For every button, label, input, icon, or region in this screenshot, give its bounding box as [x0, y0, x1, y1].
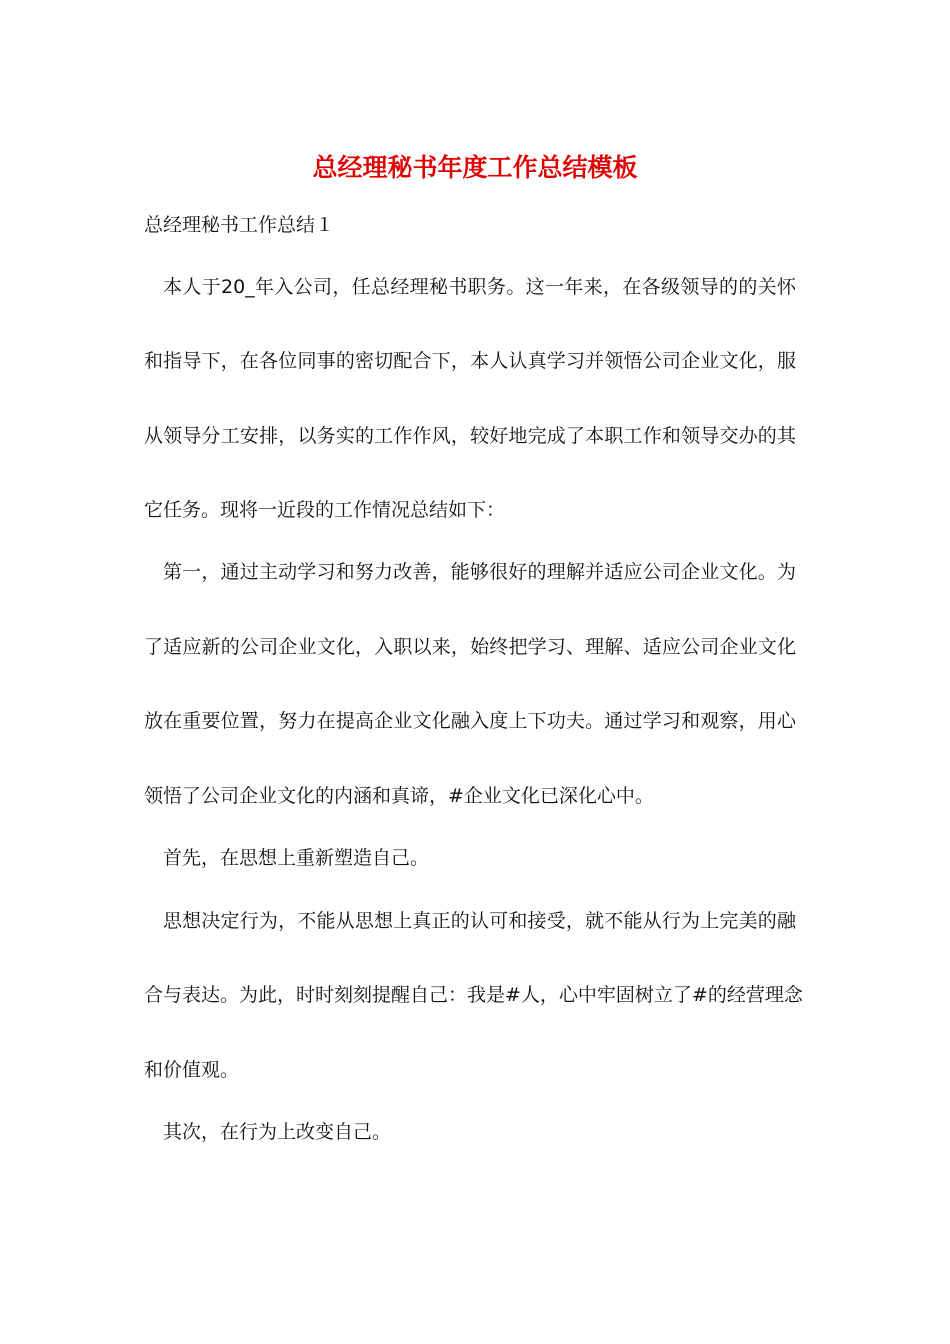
paragraph-5-line-1: 其次，在行为上改变自己。: [163, 1121, 392, 1143]
paragraph-1-line-3: 从领导分工安排，以务实的工作作风，较好地完成了本职工作和领导交办的其: [144, 425, 796, 447]
paragraph-1-line-2: 和指导下，在各位同事的密切配合下，本人认真学习并领悟公司企业文化，服: [144, 350, 796, 372]
paragraph-1-line-4: 它任务。现将一近段的工作情况总结如下：: [144, 499, 506, 521]
paragraph-2-line-2: 了适应新的公司企业文化，入职以来，始终把学习、理解、适应公司企业文化: [144, 636, 796, 658]
paragraph-4-line-2: 合与表达。为此，时时刻刻提醒自己：我是#人，心中牢固树立了#的经营理念: [144, 984, 803, 1006]
paragraph-2-line-3: 放在重要位置，努力在提高企业文化融入度上下功夫。通过学习和观察，用心: [144, 710, 796, 732]
paragraph-4-line-1: 思想决定行为，不能从思想上真正的认可和接受，就不能从行为上完美的融: [163, 910, 796, 932]
paragraph-2-line-1: 第一，通过主动学习和努力改善，能够很好的理解并适应公司企业文化。为: [163, 561, 796, 583]
paragraph-2-line-4: 领悟了公司企业文化的内涵和真谛，#企业文化已深化心中。: [144, 785, 654, 807]
paragraph-3-line-1: 首先，在思想上重新塑造自己。: [163, 847, 430, 869]
document-title: 总经理秘书年度工作总结模板: [312, 153, 638, 182]
paragraph-4-line-3: 和价值观。: [144, 1059, 240, 1081]
section-heading: 总经理秘书工作总结１: [144, 214, 335, 236]
paragraph-1-line-1: 本人于20_年入公司，任总经理秘书职务。这一年来，在各级领导的的关怀: [163, 276, 796, 298]
